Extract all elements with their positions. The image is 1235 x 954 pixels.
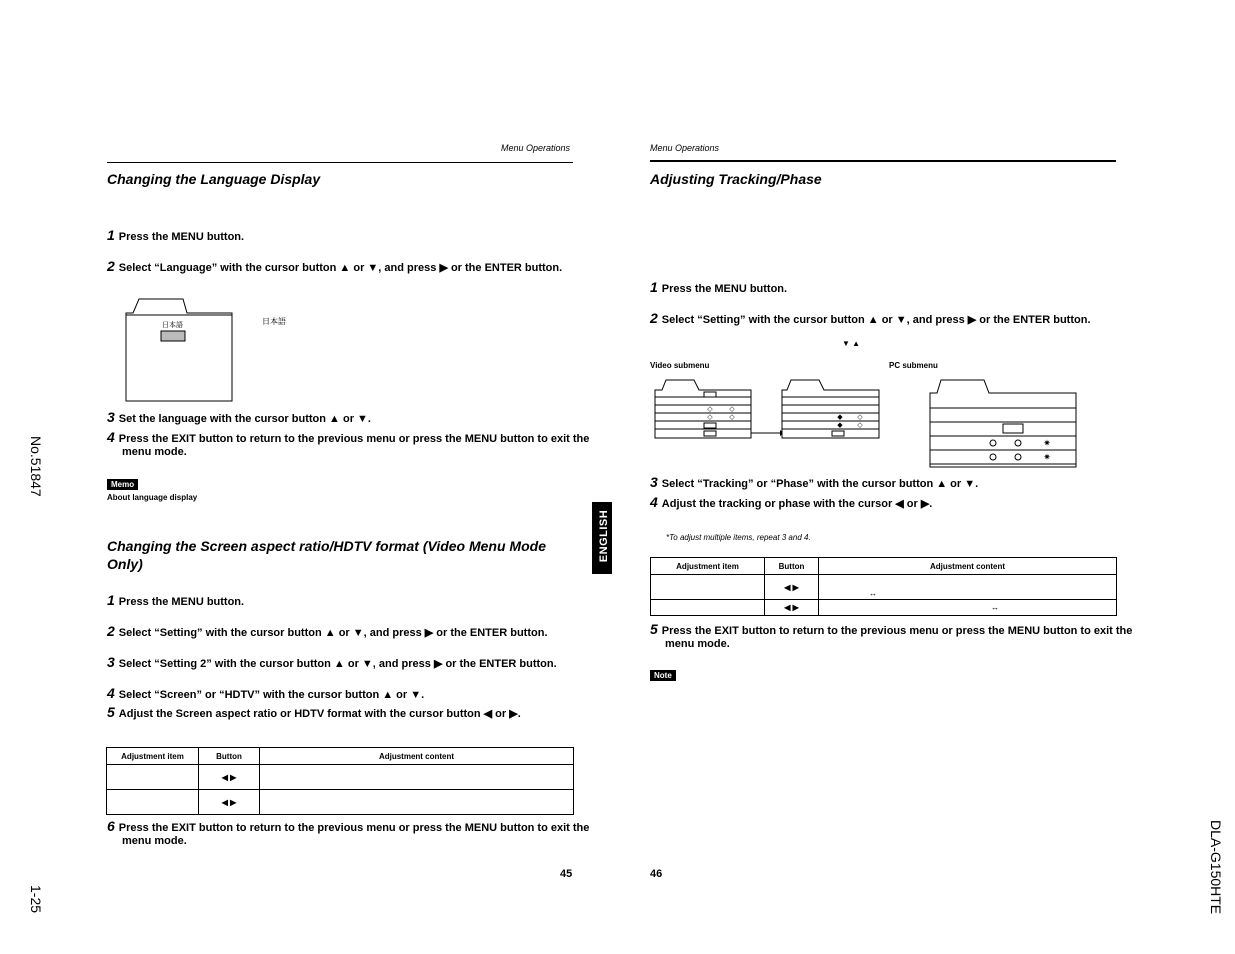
tracking-step-3: 3 Select “Tracking” or “Phase” with the cursor button ▲ or ▼. [650,474,979,490]
table-row [107,765,574,790]
col-adjustment-item: Adjustment item [107,748,199,765]
memo-text: About language display [107,493,198,502]
aspect-step-2: 2 Select “Setting” with the cursor button ▲ or ▼, and press ▶ or the ENTER button. [107,623,548,639]
svg-text:✷: ✷ [1043,439,1051,449]
table-header-row [651,558,1117,575]
tracking-step-5: 5 Press the EXIT button to return to the previous menu or press the MENU button to exit the menu mode. [650,621,1133,650]
table-cell-content [260,790,574,815]
language-menu-diagram [125,298,233,402]
aspect-step-3: 3 Select “Setting 2” with the cursor button ▲ or ▼, and press ▶ or the ENTER button. [107,654,557,670]
table-cell-button: ◀ ▶ [199,790,260,815]
cursor-arrows-hint: ▼ ▲ [842,339,861,348]
language-step-1: 1 Press the MENU button. [107,227,245,243]
language-step-3: 3 Set the language with the cursor button ▲ or ▼. [107,409,371,425]
japanese-label: 日本語 [262,317,286,326]
table-cell-button: ◀ ▶ [765,575,819,600]
col-adjustment-content: Adjustment content [260,748,574,765]
model-number-label: DLA-G150HTE [1208,820,1224,915]
page-number-left: 45 [560,868,573,880]
svg-text:✷: ✷ [1043,453,1051,463]
table-cell-button: ◀ ▶ [199,765,260,790]
aspect-step-1: 1 Press the MENU button. [107,592,245,608]
aspect-step-4: 4 Select “Screen” or “HDTV” with the cursor button ▲ or ▼. [107,685,425,701]
video-submenu-label: Video submenu [650,361,710,370]
pc-submenu-diagram [929,378,1079,470]
svg-text:◇: ◇ [707,405,713,413]
selected-language-box [161,331,185,341]
col-adjustment-content: Adjustment content [819,558,1117,575]
svg-text:◇: ◇ [857,421,863,429]
language-tab-english: ENGLISH [592,502,612,574]
aspect-step-6: 6 Press the EXIT button to return to the previous menu or press the MENU button to exit the menu mode. [107,818,590,847]
table-cell-item [107,790,199,815]
col-adjustment-item: Adjustment item [651,558,765,575]
table-cell-content: ↔ [819,575,1117,600]
table-cell-item [107,765,199,790]
note-tag: Note [650,670,676,681]
svg-text:◇: ◇ [729,413,735,421]
page-number-right: 46 [650,868,663,880]
sheet-page-label: 1-25 [28,885,44,914]
table-cell-item [651,600,765,616]
col-button: Button [199,748,260,765]
table-header-row [107,748,574,765]
menu-folder-illustration [125,298,233,402]
left-page-header: Menu Operations [501,143,571,153]
table-cell-content [260,765,574,790]
tracking-step-1: 1 Press the MENU button. [650,279,788,295]
table-row [107,790,574,815]
pc-submenu-label: PC submenu [889,361,938,370]
table-cell-content: ↔ [819,600,1117,616]
document-number-label: No.51847 [28,436,44,497]
table-row [651,575,1117,600]
section-title-aspect: Changing the Screen aspect ratio/HDTV format (Video Menu Mode Only) [107,538,546,572]
repeat-note: *To adjust multiple items, repeat 3 and 4. [666,533,811,542]
tracking-adjustment-table [650,557,1117,616]
language-step-4: 4 Press the EXIT button to return to the previous menu or press the MENU button to exit the menu mode. [107,429,590,458]
table-cell-item [651,575,765,600]
language-step-2: 2 Select “Language” with the cursor button ▲ or ▼, and press ▶ or the ENTER button. [107,258,563,274]
aspect-step-5: 5 Adjust the Screen aspect ratio or HDTV format with the cursor button ◀ or ▶. [107,704,521,720]
memo-tag: Memo [107,479,138,490]
svg-text:◆: ◆ [837,413,843,421]
svg-text:◇: ◇ [707,413,713,421]
table-cell-button: ◀ ▶ [765,600,819,616]
right-page-header: Menu Operations [650,143,720,153]
svg-text:◇: ◇ [729,405,735,413]
aspect-adjustment-table [106,747,574,815]
tracking-step-2: 2 Select “Setting” with the cursor button ▲ or ▼, and press ▶ or the ENTER button. [650,310,1091,326]
left-header-rule [107,162,573,163]
svg-text:◆: ◆ [837,421,843,429]
col-button: Button [765,558,819,575]
video-submenu-diagram [654,378,882,440]
section-title-tracking: Adjusting Tracking/Phase [650,171,822,187]
tracking-step-4: 4 Adjust the tracking or phase with the cursor ◀ or ▶. [650,494,933,510]
screen-language-label: 日本語 [162,322,183,329]
table-row [651,600,1117,616]
right-header-rule [650,160,1116,162]
svg-text:◇: ◇ [857,413,863,421]
section-title-language: Changing the Language Display [107,171,321,187]
